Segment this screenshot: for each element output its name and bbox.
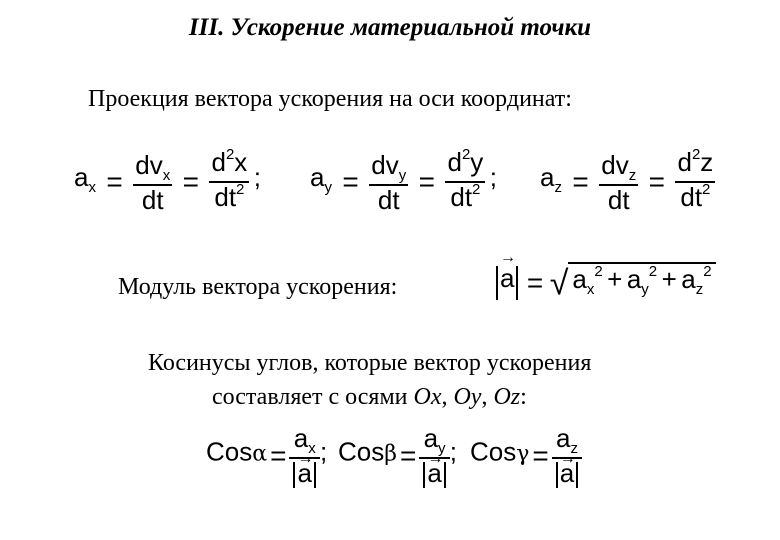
formula-modulus: → a = √ ax2 + ay2 + az2 xyxy=(494,262,716,303)
fraction-ay-over-a: $a_y$ → a xyxy=(419,424,449,488)
cosines-line2: составляет с осями Ox, Oy, Oz: xyxy=(212,384,527,410)
cosines-line1: Косинусы углов, которые вектор ускорения xyxy=(148,350,592,376)
fraction-d2y-dt2: $\frac{d^2y}{dt^2}$ xyxy=(445,148,485,216)
formula-ay: ay = $\frac{dv_y}{dt}$ = $\frac{d^2y}{dt^2}$ ; xyxy=(310,146,497,215)
formula-cos-gamma: Cosγ = $a_z$ → a xyxy=(470,424,582,488)
fraction-dvx-dt: $\frac{dv_x}{dt}$ xyxy=(135,149,171,215)
square-root: √ ax2 + ay2 + az2 xyxy=(550,262,716,303)
axis-oy: Oy xyxy=(453,384,482,410)
formula-ax: ax = $\frac{dv_x}{dt}$ = $\frac{d^2x}{dt^2}$ ; xyxy=(74,146,261,215)
fraction-ax-over-a: $a_x$ → a xyxy=(289,424,319,488)
fraction-dvy-dt: $\frac{dv_y}{dt}$ xyxy=(371,149,407,215)
abs-bar-right xyxy=(516,266,518,300)
projection-heading: Проекция вектора ускорения на оси координат: xyxy=(88,86,572,112)
vector-a: → a xyxy=(500,263,514,294)
axis-ox: Ox xyxy=(413,384,442,410)
formula-cos-alpha: Cosα = $a_x$ → a ; xyxy=(206,424,327,488)
fraction-dvz-dt: $\frac{dv_z}{dt}$ xyxy=(601,149,637,215)
formula-cos-beta: Cosβ = $a_y$ → a ; xyxy=(338,424,457,488)
axis-oz: Oz xyxy=(493,384,521,410)
formula-az: az = $\frac{dv_z}{dt}$ = $\frac{d^2z}{dt^2}$ xyxy=(540,146,714,215)
fraction-d2z-dt2: $\frac{d^2z}{dt^2}$ xyxy=(675,148,715,216)
abs-bar-left xyxy=(496,266,498,300)
modulus-label: Модуль вектора ускорения: xyxy=(118,274,398,300)
fraction-d2x-dt2: $\frac{d^2x}{dt^2}$ xyxy=(209,148,249,216)
fraction-az-over-a: $a_z$ → a xyxy=(552,424,582,488)
slide-title: III. Ускорение материальной точки xyxy=(188,14,592,41)
